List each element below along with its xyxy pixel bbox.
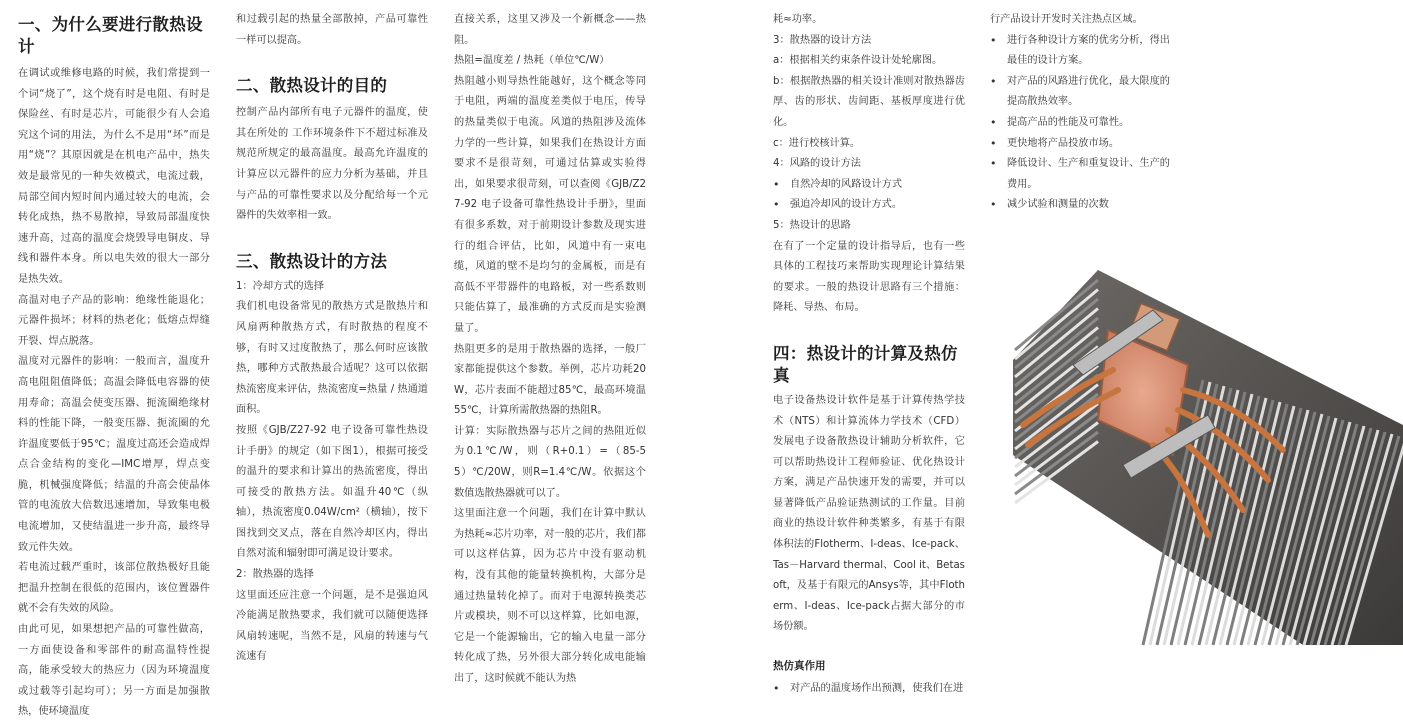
column-4 <box>773 0 965 695</box>
paragraph: 3：散热器的设计方法 <box>773 34 872 46</box>
paragraph: a：根据相关约束条件设计处轮廓图。 <box>773 55 943 67</box>
list-item: • 提高产品的性能及可靠性。 <box>990 113 1180 134</box>
paragraph: 按照《GJB/Z27-92 电子设备可靠性热设计手册》的规定（如下图1），根据可接受的温升的要求和计算出的热流密度，得出可接受的散热方法。如温升40℃（纵轴），热流密度0.04W/cm²（横轴），按下图找到交叉点，落在自然冷却区内，得出自然对流和辐射即可满足设计要求。 <box>236 424 428 560</box>
subheading-simulation-role: 热仿真作用 <box>773 660 826 673</box>
paragraph: 热阻越小则导热性能越好，这个概念等同于电阻，两端的温度差类似于电压，传导的热量类似于电流。风道的热阻涉及流体力学的一些计算，如果我们在热设计方面要求不是很苛刻，可通过估算或实验得出，如果要求很苛刻，可以查阅《GJB/Z27-92 电子设备可靠性热设计手册》，里面有很多系数，对于前期设计参数及现实进行的组合评估，比如，风道中有一束电缆，风道的壁不是均匀的金属板，而是有高低不平带器件的电路板，对一些系数则只能估算了，最准确的方式反而是实验测量了。 <box>454 75 646 334</box>
paragraph: 计算：实际散热器与芯片之间的热阻近似为0.1℃/W，则（R+0.1）=（85-55）℃/20W，则R=1.4℃/W。依据这个数值选散热器就可以了。 <box>454 425 646 499</box>
paragraph: 和过载引起的热量全部散掉，产品可靠性一样可以提高。 <box>236 14 428 46</box>
list-item: • 对产品的温度场作出预测，使我们在进 <box>773 679 965 700</box>
list-item: • 更快地将产品投放市场。 <box>990 134 1180 155</box>
paragraph: 控制产品内部所有电子元器件的温度，使其在所处的 工作环境条件下不超过标准及规范所规定的最高温度。最高允许温度的计算应以元器件的应力分析为基础，并且与产品的可靠性要求以及分配给每一个元器件的失效率相一致。 <box>236 107 428 222</box>
benefit-bullet-list <box>990 31 1180 216</box>
paragraph: 温度对元器件的影响：一般而言，温度升高电阻阻值降低；高温会降低电容器的使用寿命；高温会使变压器、扼流圈绝缘材料的性能下降，一般变压器、扼流圈的允许温度要低于95℃；温度过高还会造成焊点合金结构的变化—IMC增厚，焊点变脆，机械强度降低；结温的升高会使晶体管的电流放大倍数迅速增加，导致集电极电流增加，又使结温进一步升高，最终导致元件失效。 <box>18 356 210 553</box>
list-item: • 强迫冷却风的设计方式。 <box>773 195 965 216</box>
paragraph: 热阻更多的是用于散热器的选择，一般厂家都能提供这个参数。举例，芯片功耗20W，芯片表面不能超过85℃，最高环境温55℃，计算所需散热器的热阻R。 <box>454 343 646 417</box>
paragraph: 高温对电子产品的影响：绝缘性能退化；元器件损坏；材料的热老化；低熔点焊缝开裂、焊点脱落。 <box>18 294 210 347</box>
simulation-role-list <box>773 679 965 700</box>
section-heading-4: 四：热设计的计算及热仿真 <box>773 343 958 385</box>
paragraph: 直接关系，这里又涉及一个新概念——热阻。 <box>454 14 646 46</box>
paragraph: 在有了一个定量的设计指导后，也有一些具体的工程技巧来帮助实现理论计算结果的要求。一般的热设计思路有三个措施：降耗、导热、布局。 <box>773 240 965 314</box>
paragraph: 这里面注意一个问题，我们在计算中默认为热耗≈芯片功率，对一般的芯片，我们都可以这样估算，因为芯片中没有驱动机构，没有其他的能量转换机构，大部分是通过热量转化掉了。而对于电源转换类芯片或模块，则不可以这样算，比如电源，它是一个能源输出，它的输入电量一部分转化成了热，另外很大部分转化成电能输出了，这时候就不能认为热 <box>454 508 646 684</box>
list-item: • 进行各种设计方案的优劣分析，得出最佳的设计方案。 <box>990 31 1180 72</box>
paragraph: 行产品设计开发时关注热点区域。 <box>990 14 1143 25</box>
list-item: • 对产品的风路进行优化，最大限度的提高散热效率。 <box>990 72 1180 113</box>
heatsink-illustration <box>1003 250 1403 645</box>
section-heading-2: 二、散热设计的目的 <box>236 76 388 96</box>
paragraph: 我们机电设备常见的散热方式是散热片和风扇两种散热方式，有时散热的程度不够，有时又过度散热了，那么何时应该散热，哪种方式散热最合适呢？这可以依据热流密度来评估，热流密度=热量 / 热通道面积。 <box>236 301 428 416</box>
paragraph: 5：热设计的思路 <box>773 219 851 231</box>
paragraph: 由此可见，如果想把产品的可靠性做高，一方面使设备和零部件的耐高温特性提高，能承受较大的热应力（因为环境温度或过载等引起均可）；另一方面是加强散热，使环境温度 <box>18 624 210 718</box>
column-2 <box>236 0 428 663</box>
paragraph: 1：冷却方式的选择 <box>236 280 324 292</box>
section-heading-1: 一、为什么要进行散热设计 <box>18 15 203 56</box>
paragraph: 电子设备热设计软件是基于计算传热学技术（NTS）和计算流体力学技术（CFD）发展电子设备散热设计辅助分析软件，它可以帮助热设计工程师验证、优化热设计方案，满足产品快速开发的需要，并可以显著降低产品验证热测试的工作量。目前商业的热设计软件种类繁多，有基于有限体积法的Flotherm、I-deas、Ice-pack、Tas－Harvard thermal、Cool it、Betasoft，及基于有限元的Ansys等，其中Flotherm、I-deas、Ice-pack占据大部分的市场份额。 <box>773 394 965 633</box>
paragraph: 2：散热器的选择 <box>236 569 314 581</box>
paragraph: 若电流过载严重时，该部位散热极好且能把温升控制在很低的范围内，该位置器件就不会有失效的风险。 <box>18 562 210 615</box>
list-item: • 降低设计、生产和重复设计、生产的费用。 <box>990 154 1180 195</box>
list-item: • 减少试验和测量的次数 <box>990 195 1180 216</box>
paragraph: 这里面还应注意一个问题，是不是强迫风冷能满足散热要求，我们就可以随便选择风扇转速呢，当然不是，风扇的转速与气流速有 <box>236 589 428 663</box>
paragraph: c：进行校核计算。 <box>773 137 861 149</box>
airflow-bullet-list <box>773 175 965 216</box>
section-heading-3: 三、散热设计的方法 <box>236 251 388 271</box>
column-3 <box>454 0 646 684</box>
heatsink-photo <box>1003 250 1403 645</box>
column-1 <box>18 0 210 718</box>
paragraph: 在调试或维修电路的时候，我们常提到一个词“烧了”，这个烧有时是电阻、有时是保险丝、有时是芯片，可能很少有人会追究这个词的用法，为什么不是用“坏”而是用“烧”？其原因就是在机电产品中，热失效是最常见的一种失效模式，电流过载，局部空间内短时间内通过较大的电流，会转化成热，热不易散掉，导致局部温度快速升高，过高的温度会烧毁导电铜皮、导线和器件本身。所以电失效的很大一部分是热失效。 <box>18 68 210 285</box>
paragraph: 热阻=温度差 / 热耗（单位℃/W） <box>454 55 610 67</box>
paragraph: 4：风路的设计方法 <box>773 158 861 170</box>
paragraph: 耗≈功率。 <box>773 14 823 25</box>
paragraph: b：根据散热器的相关设计准则对散热器齿厚、齿的形状、齿间距、基板厚度进行优化。 <box>773 75 965 128</box>
list-item: • 自然冷却的风路设计方式 <box>773 175 965 196</box>
